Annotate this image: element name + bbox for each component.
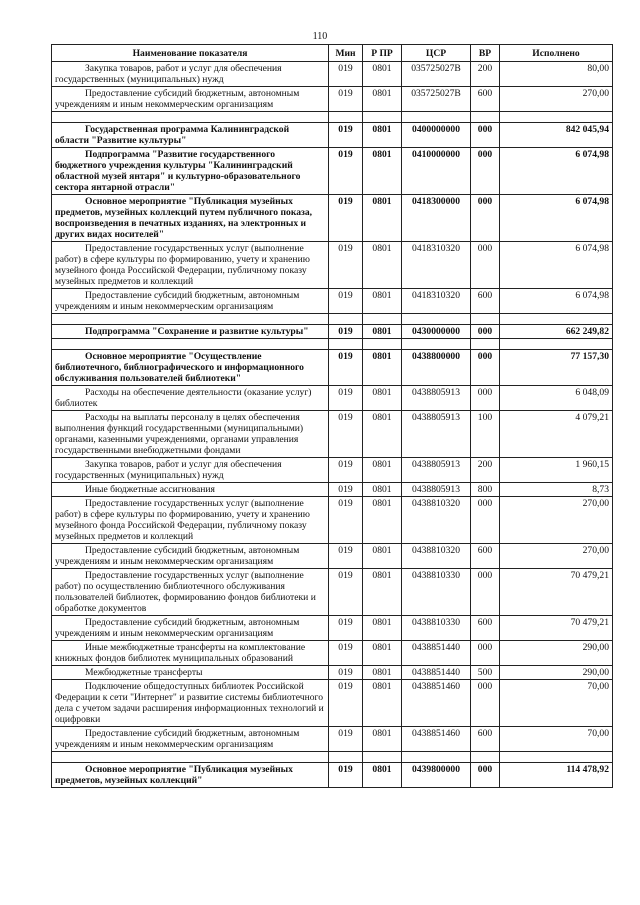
row-rpr: 0801 bbox=[363, 763, 402, 788]
row-rpr: 0801 bbox=[363, 483, 402, 497]
row-done: 8,73 bbox=[500, 483, 613, 497]
row-min: 019 bbox=[329, 325, 363, 339]
row-csr: 0438851440 bbox=[402, 641, 471, 666]
row-csr: 0438805913 bbox=[402, 386, 471, 411]
row-vr: 600 bbox=[471, 289, 500, 314]
row-name: Расходы на выплаты персоналу в целях обеспечения выполнения функций государственными (муниципальными) органами, казенными учреждениями, органами управления государственными внебюджетными фондами bbox=[52, 411, 329, 458]
row-rpr: 0801 bbox=[363, 62, 402, 87]
row-done: 6 074,98 bbox=[500, 242, 613, 289]
row-min: 019 bbox=[329, 148, 363, 195]
row-name: Основное мероприятие "Публикация музейных предметов, музейных коллекций путем публичного показа, воспроизведения в печатных изданиях, на электронных и других видах носителей" bbox=[52, 195, 329, 242]
spacer-row bbox=[52, 112, 613, 123]
row-name: Иные межбюджетные трансферты на комплектование книжных фондов библиотек муниципальных образований bbox=[52, 641, 329, 666]
row-name: Предоставление государственных услуг (выполнение работ) в сфере культуры по формированию, учету и хранению музейного фонда Российской Федерации, публичному показу музейных предметов и коллекций bbox=[52, 242, 329, 289]
row-name: Предоставление субсидий бюджетным, автономным учреждениям и иным некоммерческим организациям bbox=[52, 289, 329, 314]
row-rpr: 0801 bbox=[363, 350, 402, 386]
budget-table bbox=[51, 44, 613, 788]
header-csr: ЦСР bbox=[402, 45, 471, 62]
row-vr: 000 bbox=[471, 569, 500, 616]
table-row bbox=[52, 641, 613, 666]
spacer-row bbox=[52, 314, 613, 325]
row-min: 019 bbox=[329, 727, 363, 752]
row-min: 019 bbox=[329, 87, 363, 112]
row-min: 019 bbox=[329, 458, 363, 483]
row-rpr: 0801 bbox=[363, 497, 402, 544]
row-done: 842 045,94 bbox=[500, 123, 613, 148]
row-vr: 600 bbox=[471, 87, 500, 112]
spacer-row bbox=[52, 339, 613, 350]
row-name: Подключение общедоступных библиотек Российской Федерации к сети "Интернет" и развитие системы библиотечного дела с учетом задачи расширения информационных технологий и оцифровки bbox=[52, 680, 329, 727]
row-done: 1 960,15 bbox=[500, 458, 613, 483]
row-rpr: 0801 bbox=[363, 666, 402, 680]
row-name: Государственная программа Калининградской области "Развитие культуры" bbox=[52, 123, 329, 148]
header-rpr: Р ПР bbox=[363, 45, 402, 62]
table-row bbox=[52, 727, 613, 752]
row-rpr: 0801 bbox=[363, 569, 402, 616]
row-vr: 200 bbox=[471, 62, 500, 87]
row-name: Предоставление субсидий бюджетным, автономным учреждениям и иным некоммерческим организациям bbox=[52, 544, 329, 569]
table-row bbox=[52, 411, 613, 458]
row-csr: 0418310320 bbox=[402, 289, 471, 314]
page-number: 110 bbox=[312, 31, 328, 42]
header-name: Наименование показателя bbox=[52, 45, 329, 62]
row-done: 6 048,09 bbox=[500, 386, 613, 411]
row-min: 019 bbox=[329, 497, 363, 544]
row-min: 019 bbox=[329, 123, 363, 148]
row-name: Предоставление государственных услуг (выполнение работ) в сфере культуры по формированию, учету и хранению музейного фонда Российской Федерации, публичному показу музейных предметов и коллекций bbox=[52, 497, 329, 544]
row-csr: 0438810330 bbox=[402, 569, 471, 616]
row-min: 019 bbox=[329, 195, 363, 242]
row-done: 270,00 bbox=[500, 87, 613, 112]
row-done: 270,00 bbox=[500, 497, 613, 544]
row-rpr: 0801 bbox=[363, 680, 402, 727]
row-vr: 000 bbox=[471, 123, 500, 148]
row-name: Основное мероприятие "Осуществление библиотечного, библиографического и информационного обслуживания пользователей библиотеки" bbox=[52, 350, 329, 386]
row-rpr: 0801 bbox=[363, 148, 402, 195]
spacer-row bbox=[52, 752, 613, 763]
row-vr: 000 bbox=[471, 497, 500, 544]
row-min: 019 bbox=[329, 666, 363, 680]
row-done: 4 079,21 bbox=[500, 411, 613, 458]
row-vr: 000 bbox=[471, 325, 500, 339]
row-done: 77 157,30 bbox=[500, 350, 613, 386]
row-done: 6 074,98 bbox=[500, 289, 613, 314]
row-min: 019 bbox=[329, 763, 363, 788]
row-done: 70 479,21 bbox=[500, 616, 613, 641]
row-done: 6 074,98 bbox=[500, 195, 613, 242]
table-row bbox=[52, 544, 613, 569]
row-rpr: 0801 bbox=[363, 386, 402, 411]
row-csr: 0438810320 bbox=[402, 544, 471, 569]
table-row bbox=[52, 123, 613, 148]
row-vr: 000 bbox=[471, 386, 500, 411]
row-vr: 000 bbox=[471, 148, 500, 195]
row-name: Подпрограмма "Развитие государственного бюджетного учреждения культуры "Калининградский областной музей янтаря" и культурно-образовательного сектора янтарной отрасли" bbox=[52, 148, 329, 195]
row-csr: 0430000000 bbox=[402, 325, 471, 339]
table-row bbox=[52, 763, 613, 788]
row-done: 290,00 bbox=[500, 666, 613, 680]
row-vr: 500 bbox=[471, 666, 500, 680]
row-rpr: 0801 bbox=[363, 458, 402, 483]
row-csr: 0418300000 bbox=[402, 195, 471, 242]
row-done: 70,00 bbox=[500, 680, 613, 727]
row-min: 019 bbox=[329, 289, 363, 314]
row-min: 019 bbox=[329, 386, 363, 411]
row-vr: 600 bbox=[471, 544, 500, 569]
row-rpr: 0801 bbox=[363, 289, 402, 314]
row-name: Предоставление субсидий бюджетным, автономным учреждениям и иным некоммерческим организациям bbox=[52, 616, 329, 641]
row-done: 114 478,92 bbox=[500, 763, 613, 788]
header-min: Мин bbox=[329, 45, 363, 62]
table-row bbox=[52, 350, 613, 386]
row-vr: 000 bbox=[471, 763, 500, 788]
row-min: 019 bbox=[329, 641, 363, 666]
row-name: Закупка товаров, работ и услуг для обеспечения государственных (муниципальных) нужд bbox=[52, 458, 329, 483]
row-csr: 0438800000 bbox=[402, 350, 471, 386]
table-row bbox=[52, 148, 613, 195]
table-row bbox=[52, 569, 613, 616]
row-rpr: 0801 bbox=[363, 411, 402, 458]
row-min: 019 bbox=[329, 483, 363, 497]
row-rpr: 0801 bbox=[363, 242, 402, 289]
row-name: Расходы на обеспечение деятельности (оказание услуг) библиотек bbox=[52, 386, 329, 411]
header-done: Исполнено bbox=[500, 45, 613, 62]
table-row bbox=[52, 483, 613, 497]
table-row bbox=[52, 386, 613, 411]
row-rpr: 0801 bbox=[363, 123, 402, 148]
row-vr: 100 bbox=[471, 411, 500, 458]
row-min: 019 bbox=[329, 616, 363, 641]
table-header-row bbox=[52, 45, 613, 62]
row-csr: 0438851460 bbox=[402, 680, 471, 727]
row-name: Закупка товаров, работ и услуг для обеспечения государственных (муниципальных) нужд bbox=[52, 62, 329, 87]
row-rpr: 0801 bbox=[363, 325, 402, 339]
row-done: 6 074,98 bbox=[500, 148, 613, 195]
header-vr: ВР bbox=[471, 45, 500, 62]
row-vr: 000 bbox=[471, 641, 500, 666]
row-min: 019 bbox=[329, 242, 363, 289]
row-done: 662 249,82 bbox=[500, 325, 613, 339]
row-csr: 0438851440 bbox=[402, 666, 471, 680]
row-vr: 000 bbox=[471, 195, 500, 242]
row-name: Предоставление субсидий бюджетным, автономным учреждениям и иным некоммерческим организациям bbox=[52, 727, 329, 752]
row-done: 80,00 bbox=[500, 62, 613, 87]
row-vr: 000 bbox=[471, 242, 500, 289]
row-csr: 0438851460 bbox=[402, 727, 471, 752]
row-vr: 000 bbox=[471, 350, 500, 386]
row-csr: 035725027В bbox=[402, 87, 471, 112]
row-vr: 200 bbox=[471, 458, 500, 483]
row-min: 019 bbox=[329, 62, 363, 87]
row-name: Межбюджетные трансферты bbox=[52, 666, 329, 680]
row-vr: 600 bbox=[471, 616, 500, 641]
table-row bbox=[52, 87, 613, 112]
row-csr: 0418310320 bbox=[402, 242, 471, 289]
row-done: 70 479,21 bbox=[500, 569, 613, 616]
row-min: 019 bbox=[329, 544, 363, 569]
row-csr: 0438810320 bbox=[402, 497, 471, 544]
table-row bbox=[52, 458, 613, 483]
row-min: 019 bbox=[329, 569, 363, 616]
row-done: 270,00 bbox=[500, 544, 613, 569]
row-csr: 0410000000 bbox=[402, 148, 471, 195]
row-min: 019 bbox=[329, 411, 363, 458]
row-name: Предоставление государственных услуг (выполнение работ) по осуществлению библиотечного обслуживания пользователей библиотек, формированию фондов библиотеки и обработке документов bbox=[52, 569, 329, 616]
table-row bbox=[52, 616, 613, 641]
row-vr: 800 bbox=[471, 483, 500, 497]
row-min: 019 bbox=[329, 680, 363, 727]
row-csr: 0439800000 bbox=[402, 763, 471, 788]
row-rpr: 0801 bbox=[363, 727, 402, 752]
table-row bbox=[52, 666, 613, 680]
row-rpr: 0801 bbox=[363, 544, 402, 569]
row-min: 019 bbox=[329, 350, 363, 386]
row-name: Подпрограмма "Сохранение и развитие культуры" bbox=[52, 325, 329, 339]
row-vr: 000 bbox=[471, 680, 500, 727]
row-csr: 0438810330 bbox=[402, 616, 471, 641]
table-row bbox=[52, 242, 613, 289]
table-row bbox=[52, 325, 613, 339]
row-csr: 0438805913 bbox=[402, 411, 471, 458]
table-row bbox=[52, 289, 613, 314]
table-row bbox=[52, 195, 613, 242]
row-rpr: 0801 bbox=[363, 87, 402, 112]
table-row bbox=[52, 497, 613, 544]
row-name: Предоставление субсидий бюджетным, автономным учреждениям и иным некоммерческим организациям bbox=[52, 87, 329, 112]
table-row bbox=[52, 62, 613, 87]
row-vr: 600 bbox=[471, 727, 500, 752]
row-csr: 0400000000 bbox=[402, 123, 471, 148]
row-rpr: 0801 bbox=[363, 616, 402, 641]
row-csr: 035725027В bbox=[402, 62, 471, 87]
row-done: 70,00 bbox=[500, 727, 613, 752]
row-csr: 0438805913 bbox=[402, 458, 471, 483]
row-rpr: 0801 bbox=[363, 641, 402, 666]
row-csr: 0438805913 bbox=[402, 483, 471, 497]
table-row bbox=[52, 680, 613, 727]
row-done: 290,00 bbox=[500, 641, 613, 666]
row-name: Основное мероприятие "Публикация музейных предметов, музейных коллекций" bbox=[52, 763, 329, 788]
row-rpr: 0801 bbox=[363, 195, 402, 242]
row-name: Иные бюджетные ассигнования bbox=[52, 483, 329, 497]
